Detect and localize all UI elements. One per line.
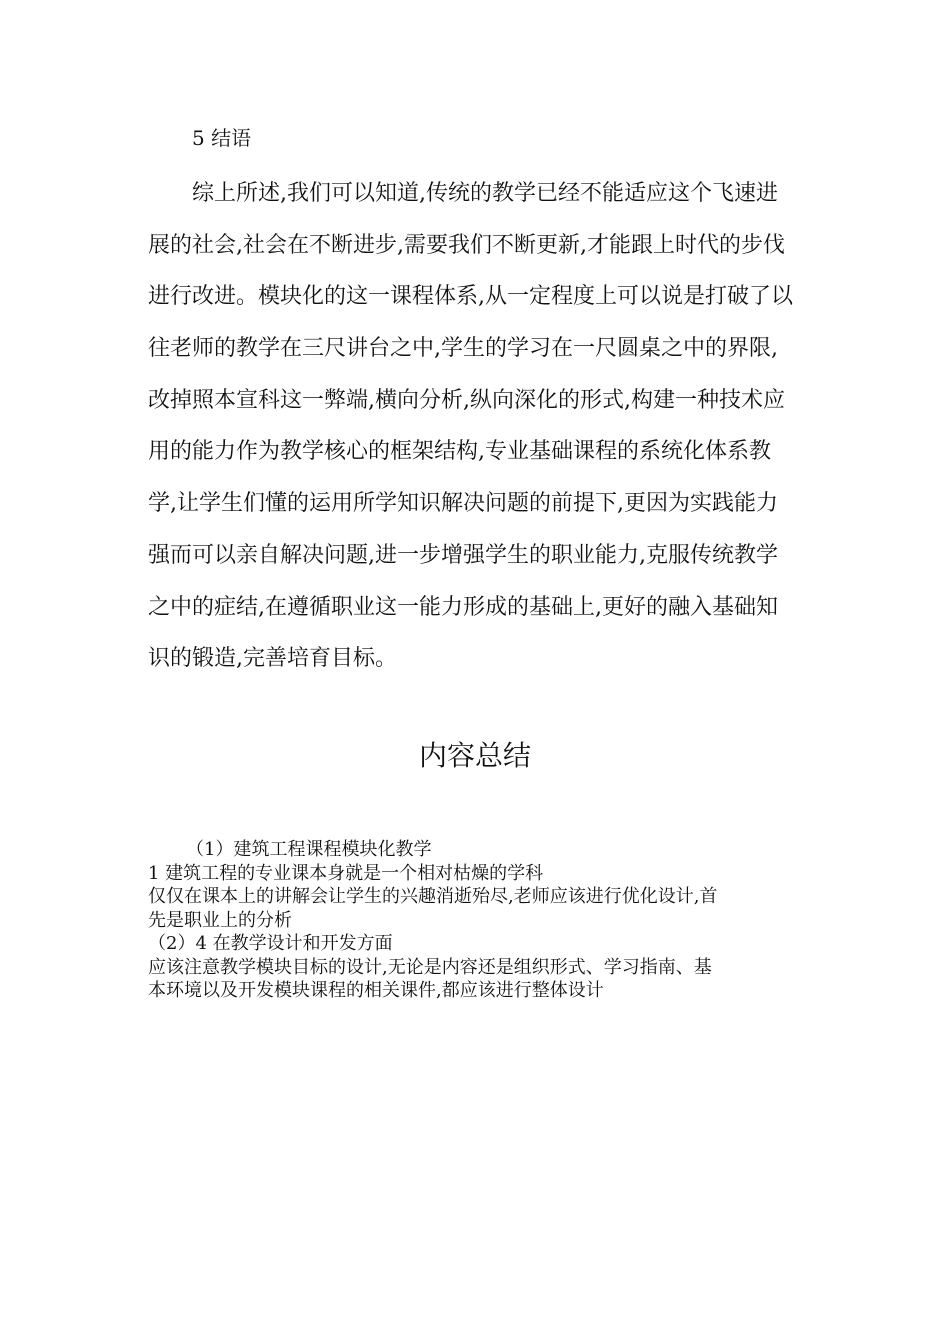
paragraph-line: 用的能力作为教学核心的框架结构,专业基础课程的系统化体系教: [148, 439, 771, 465]
paragraph-line: 进行改进。模块化的这一课程体系,从一定程度上可以说是打破了以: [148, 284, 793, 310]
paragraph-line: 改掉照本宣科这一弊端,横向分析,纵向深化的形式,构建一种技术应: [148, 387, 785, 413]
summary-line: 仅仅在课本上的讲解会让学生的兴趣消逝殆尽,老师应该进行优化设计,首: [148, 886, 718, 907]
summary-line: 应该注意教学模块目标的设计,无论是内容还是组织形式、学习指南、基: [148, 956, 712, 978]
summary-line: 1 建筑工程的专业课本身就是一个相对枯燥的学科: [148, 862, 544, 884]
conclusion-paragraph: [148, 168, 808, 685]
summary-line: 本环境以及开发模块课程的相关课件,都应该进行整体设计: [148, 980, 604, 1001]
paragraph-line: 综上所述,我们可以知道,传统的教学已经不能适应这个飞速进: [192, 181, 778, 206]
paragraph-line: 之中的症结,在遵循职业这一能力形成的基础上,更好的融入基础知: [148, 594, 778, 620]
paragraph-line: 识的锻造,完善培育目标。: [148, 646, 397, 672]
summary-title: 内容总结: [418, 739, 531, 772]
paragraph-line: 强而可以亲自解决问题,进一步增强学生的职业能力,克服传统教学: [148, 542, 778, 568]
summary-line: （1）建筑工程课程模块化教学: [186, 839, 432, 860]
paragraph-line: 展的社会,社会在不断进步,需要我们不断更新,才能跟上时代的步伐: [148, 232, 785, 258]
summary-block: [148, 838, 818, 1003]
summary-line: 先是职业上的分析: [148, 909, 292, 931]
summary-line: （2）4 在教学设计和开发方面: [148, 933, 393, 954]
paragraph-line: 学,让学生们懂的运用所学知识解决问题的前提下,更因为实践能力: [148, 491, 778, 517]
section-heading: 5 结语: [192, 126, 252, 150]
paragraph-line: 往老师的教学在三尺讲台之中,学生的学习在一尺圆桌之中的界限,: [148, 336, 778, 362]
